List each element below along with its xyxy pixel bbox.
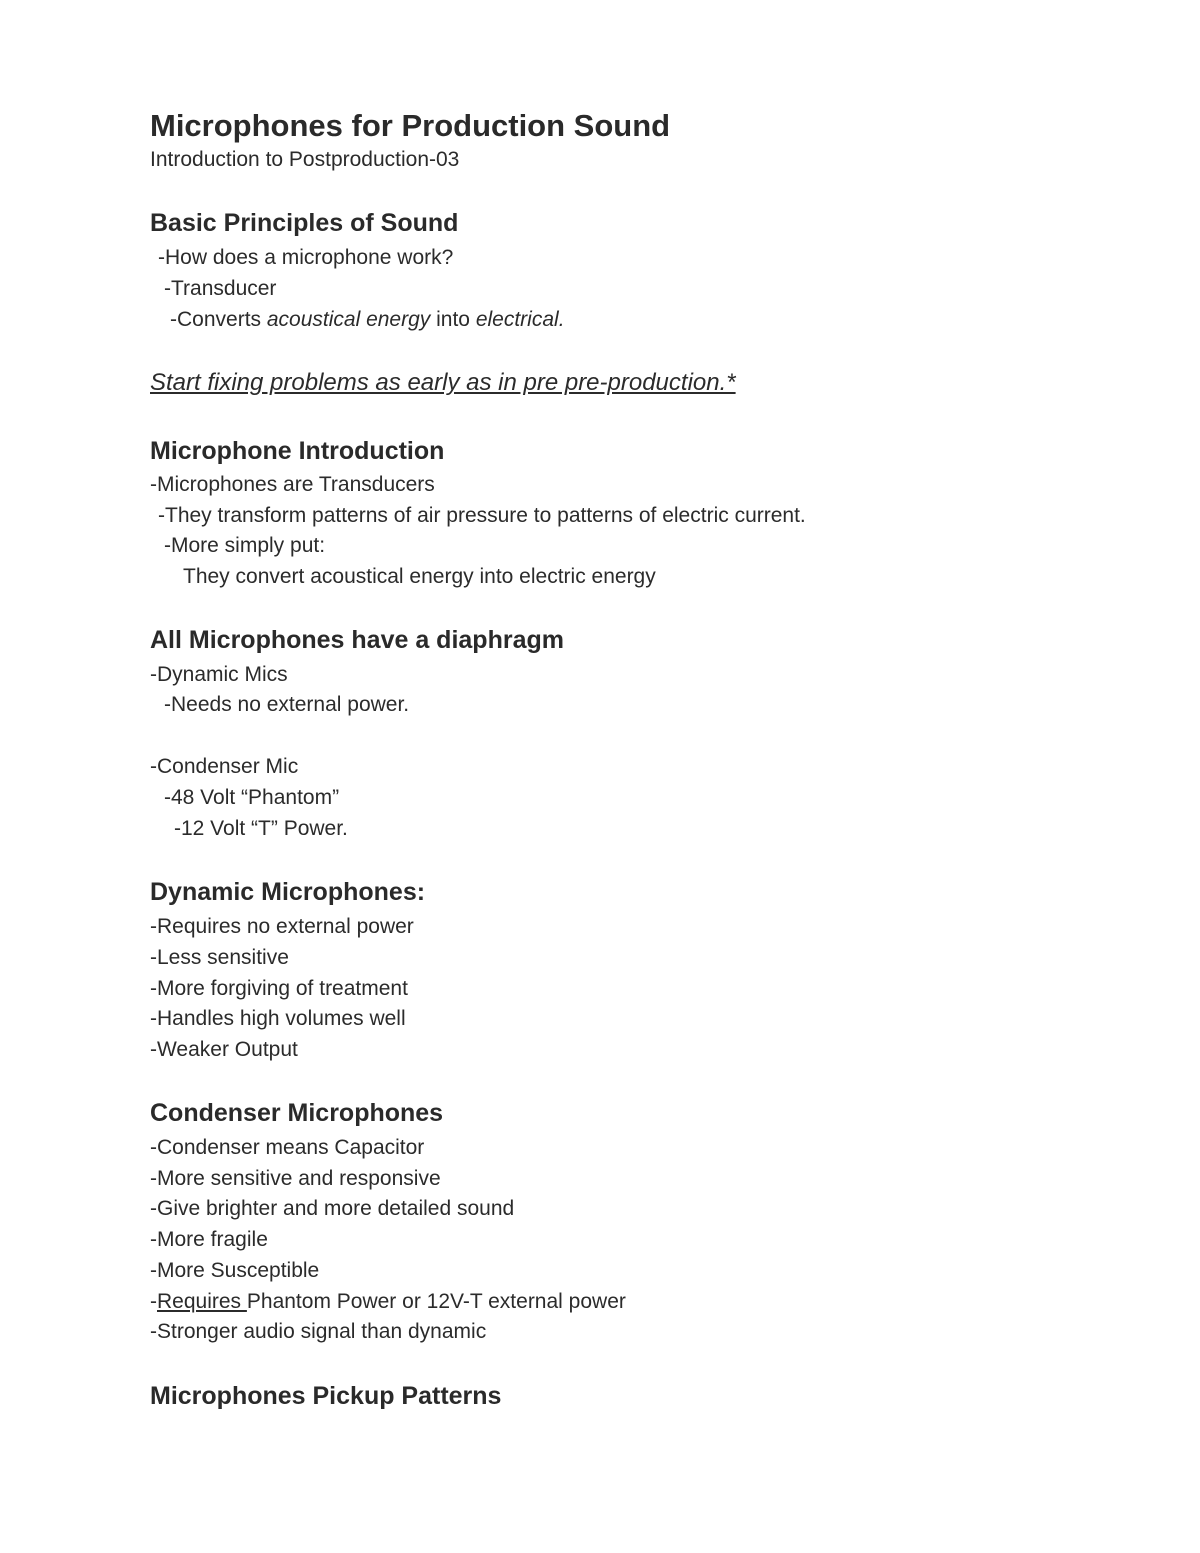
list-item: -Less sensitive: [150, 946, 289, 969]
list-item: -Requires no external power: [150, 915, 414, 938]
document-subtitle: Introduction to Postproduction-03: [150, 148, 460, 171]
list-item: -More forgiving of treatment: [150, 977, 408, 1000]
list-item: They convert acoustical energy into electric energy: [183, 565, 656, 588]
list-item-converts: [170, 306, 565, 334]
section-heading-mic-intro: Microphone Introduction: [150, 437, 445, 465]
section-heading-basic-principles: Basic Principles of Sound: [150, 209, 459, 237]
list-item: -Condenser Mic: [150, 755, 299, 778]
list-item: -Handles high volumes well: [150, 1007, 406, 1030]
text-run: Phantom Power or 12V-T external power: [246, 1290, 626, 1313]
list-item: -Condenser means Capacitor: [150, 1136, 425, 1159]
section-heading-diaphragm: All Microphones have a diaphragm: [150, 626, 564, 654]
list-item: -Give brighter and more detailed sound: [150, 1197, 515, 1220]
document-title: Microphones for Production Sound: [150, 108, 671, 143]
underlined-text-run: Requires: [157, 1290, 247, 1313]
list-item: -Weaker Output: [150, 1038, 298, 1061]
section-heading-condenser: Condenser Microphones: [150, 1099, 444, 1127]
list-item: -12 Volt “T” Power.: [174, 817, 348, 840]
list-item: -More Susceptible: [150, 1259, 320, 1282]
text-run: into: [430, 308, 476, 331]
list-item: -Needs no external power.: [164, 693, 410, 716]
callout-note: Start fixing problems as early as in pre pre-production.*: [150, 369, 736, 396]
list-item: -48 Volt “Phantom”: [164, 786, 340, 809]
list-item: -Microphones are Transducers: [150, 473, 435, 496]
list-item: -More sensitive and responsive: [150, 1167, 441, 1190]
italic-text-run: acoustical energy: [266, 308, 431, 331]
list-item: -How does a microphone work?: [158, 246, 454, 269]
text-run: -Converts: [170, 308, 267, 331]
list-item: -Stronger audio signal than dynamic: [150, 1320, 487, 1343]
list-item: -Transducer: [164, 277, 277, 300]
section-heading-pickup-patterns: Microphones Pickup Patterns: [150, 1382, 502, 1410]
list-item: -More simply put:: [164, 534, 326, 557]
text-run: -: [150, 1290, 157, 1313]
list-item: -Dynamic Mics: [150, 663, 288, 686]
list-item-requires: [150, 1288, 626, 1316]
italic-text-run: electrical.: [475, 308, 565, 331]
list-item: -They transform patterns of air pressure to patterns of electric current.: [158, 504, 806, 527]
list-item: -More fragile: [150, 1228, 268, 1251]
section-heading-dynamic: Dynamic Microphones:: [150, 878, 426, 906]
